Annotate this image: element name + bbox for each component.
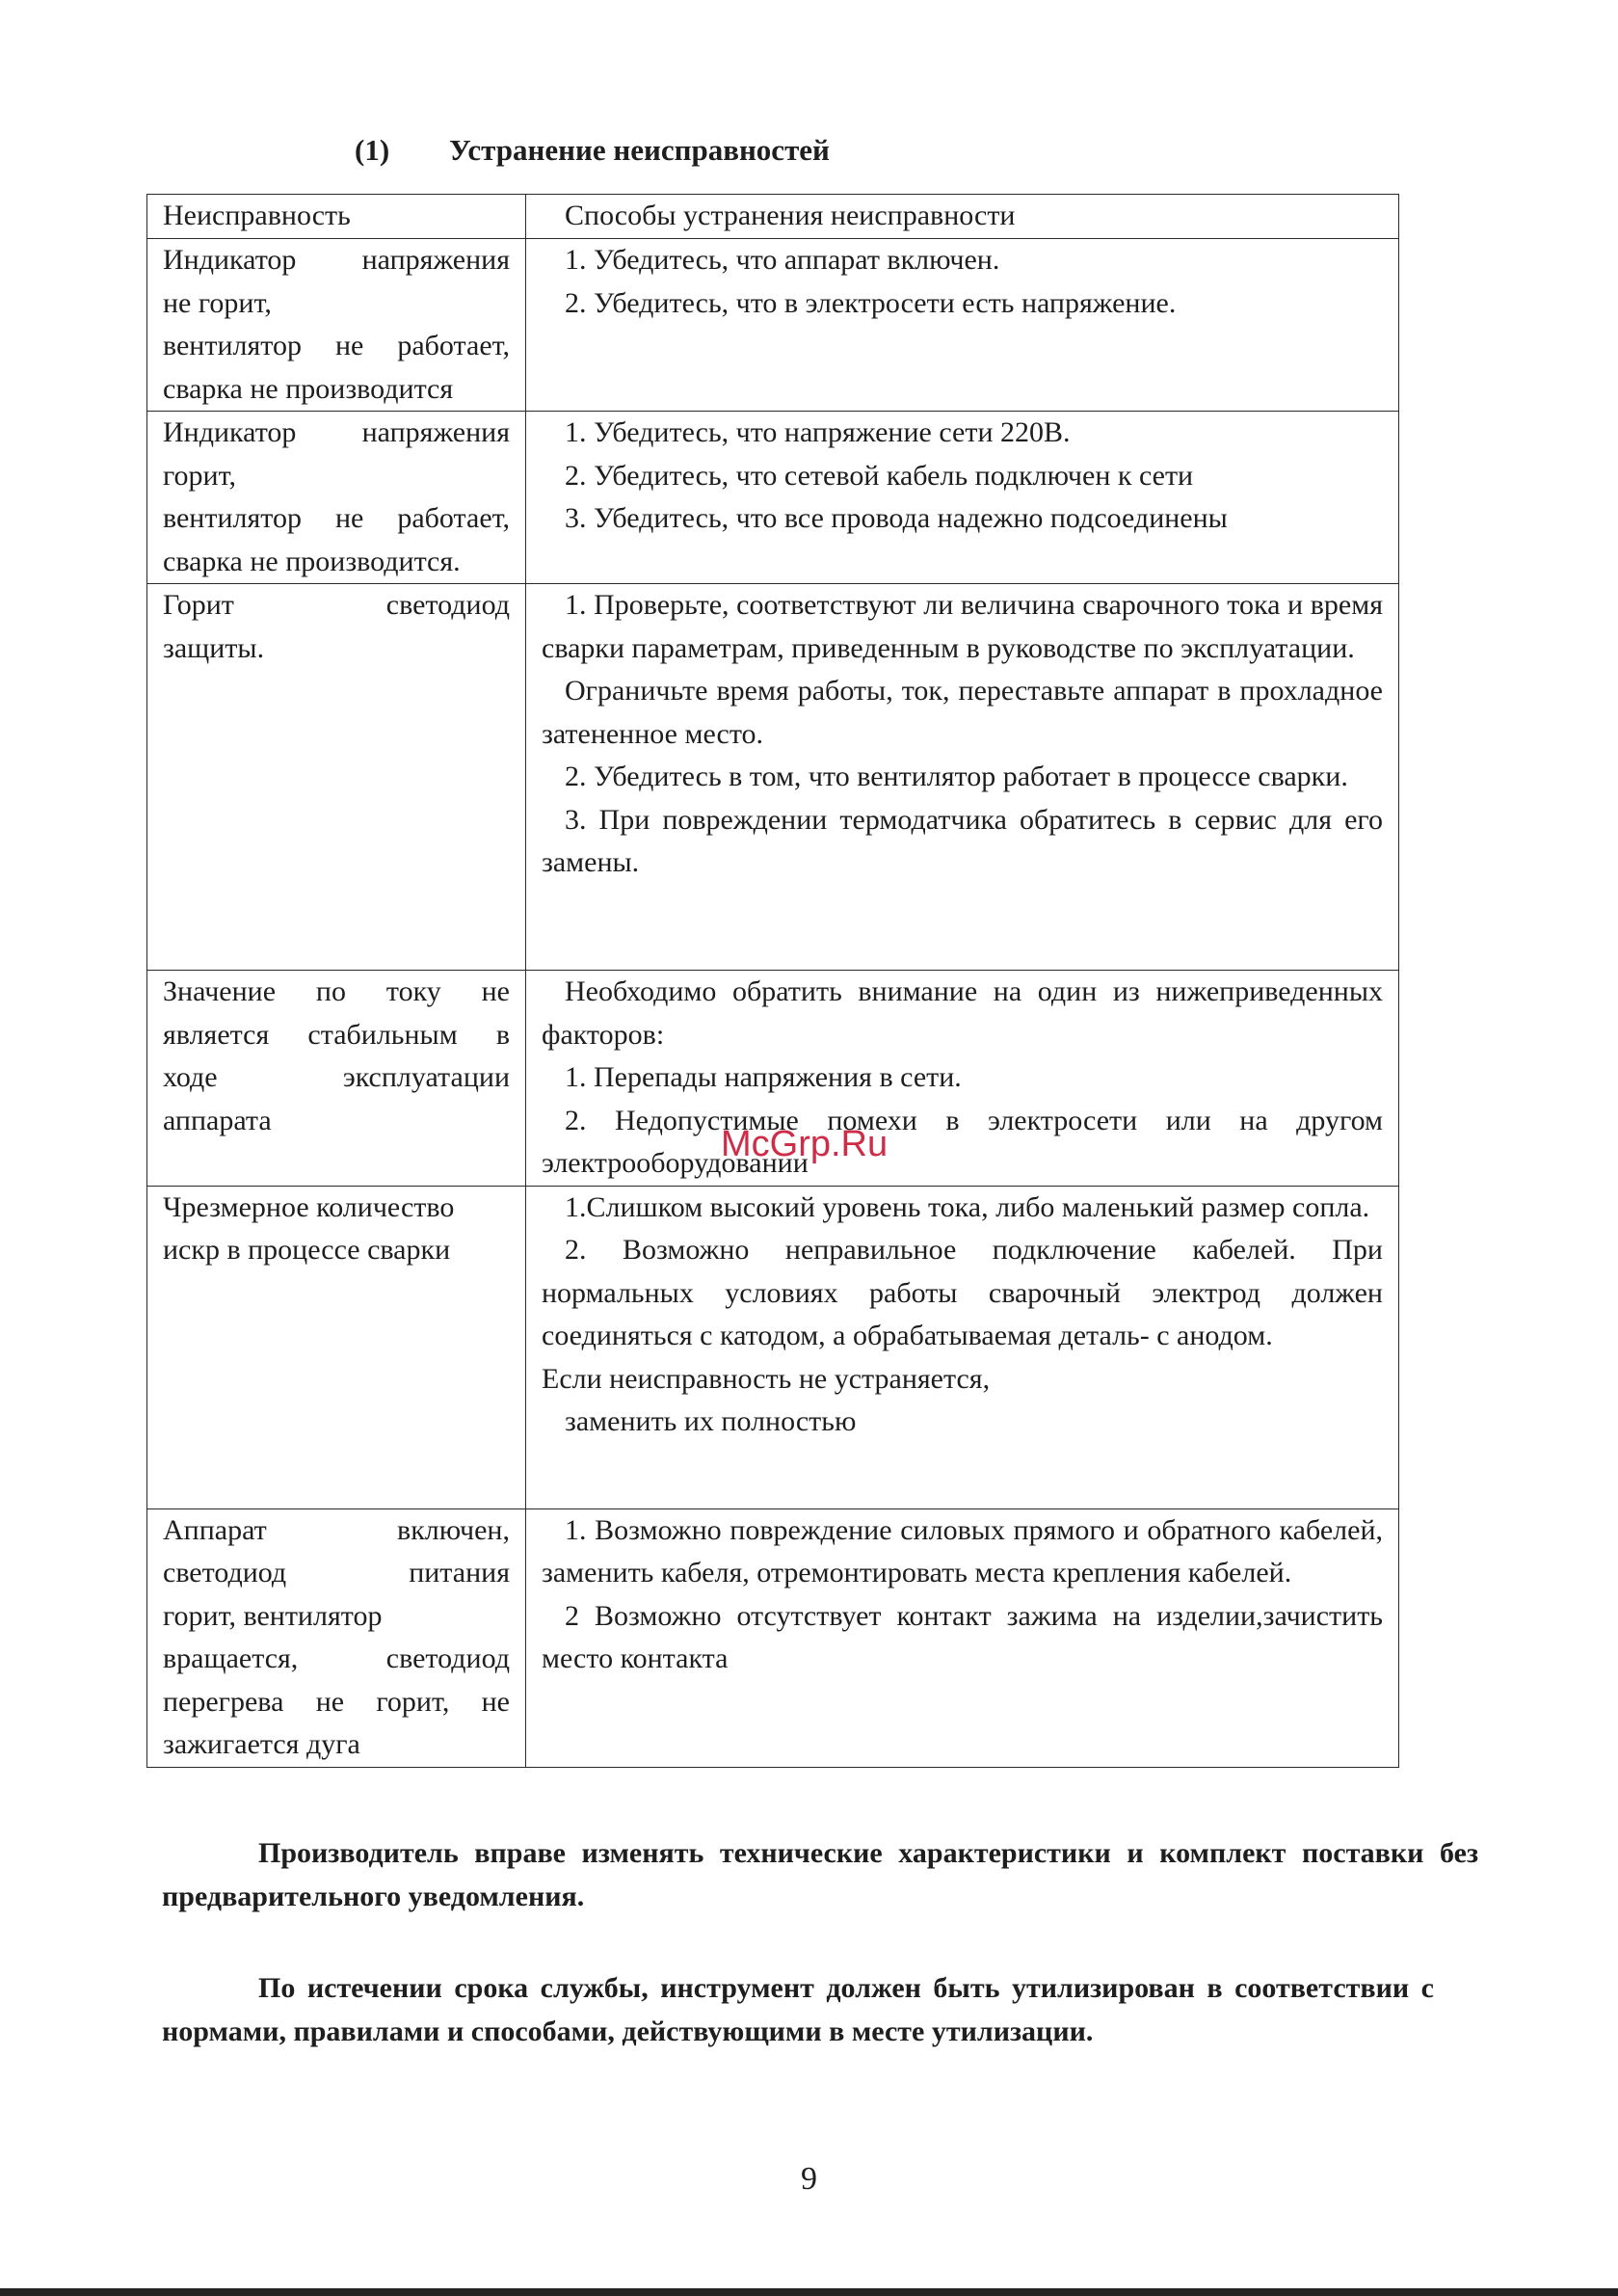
remedy-cell: 1. Убедитесь, что аппарат включен. 2. Убедитесь, что в электросети есть напряжение.	[526, 239, 1399, 412]
remedy-cell: 1. Убедитесь, что напряжение сети 220В. 2. Убедитесь, что сетевой кабель подключен к сети 3. Убедитесь, что все провода надежно подсоединены	[526, 412, 1399, 584]
fault-cell: Аппарат включен, светодиод питания горит, вентилятор вращается, светодиод перегрева не горит, не зажигается дуга	[147, 1508, 526, 1767]
fault-cell: Горит светодиод защиты.	[147, 584, 526, 971]
table-row	[147, 1186, 1399, 1508]
table-header-row	[147, 195, 1399, 239]
watermark: McGrp.Ru	[721, 1124, 889, 1164]
header-fault: Неисправность	[147, 195, 526, 239]
table-row	[147, 1508, 1399, 1767]
remedy-cell: 1. Возможно повреждение силовых прямого и обратного кабелей, заменить кабеля, отремонтировать места крепления кабелей. 2 Возможно отсутствует контакт зажима на изделии,зачистить место контакта	[526, 1508, 1399, 1767]
fault-cell: Значение по току не является стабильным в ходе эксплуатации аппарата	[147, 971, 526, 1187]
table-row	[147, 412, 1399, 584]
remedy-cell: 1. Проверьте, соответствуют ли величина сварочного тока и время сварки параметрам, приведенным в руководстве по эксплуатации. Ограничьте время работы, ток, переставьте аппарат в прохладное затененное место. 2. Убедитесь в том, что вентилятор работает в процессе сварки. 3. При повреждении термодатчика обратитесь в сервис для его замены.	[526, 584, 1399, 971]
disposal-notice: По истечении срока службы, инструмент должен быть утилизирован в соответствии с нормами, правилами и способами, действующими в месте утилизации.	[162, 1972, 1434, 2047]
remedy-cell: Необходимо обратить внимание на один из нижеприведенных факторов: 1. Перепады напряжения в сети. 2. Недопустимые помехи в электросети или на другом электрооборудовании	[526, 971, 1399, 1187]
fault-cell: Индикатор напряжения горит, вентилятор не работает, сварка не производится.	[147, 412, 526, 584]
page-number: 9	[801, 2161, 817, 2197]
fault-cell: Индикатор напряжения не горит, вентилятор не работает, сварка не производится	[147, 239, 526, 412]
section-number: (1)	[355, 133, 390, 167]
remedy-cell: 1.Слишком высокий уровень тока, либо маленький размер сопла. 2. Возможно неправильное подключение кабелей. При нормальных условиях работы сварочный электрод должен соединяться с катодом, а обрабатываемая деталь- с анодом. Если неисправность не устраняется, заменить их полностью	[526, 1186, 1399, 1508]
fault-cell: Чрезмерное количество искр в процессе сварки	[147, 1186, 526, 1508]
section-title: Устранение неисправностей	[449, 133, 830, 167]
table-row	[147, 239, 1399, 412]
page-bottom-edge	[0, 2288, 1618, 2296]
troubleshooting-table	[146, 194, 1399, 1768]
table-row	[147, 584, 1399, 971]
header-remedy: Способы устранения неисправности	[526, 195, 1399, 239]
section-heading	[355, 133, 830, 168]
manufacturer-notice: Производитель вправе изменять технические характеристики и комплект поставки без предварительного уведомления.	[162, 1837, 1478, 1912]
